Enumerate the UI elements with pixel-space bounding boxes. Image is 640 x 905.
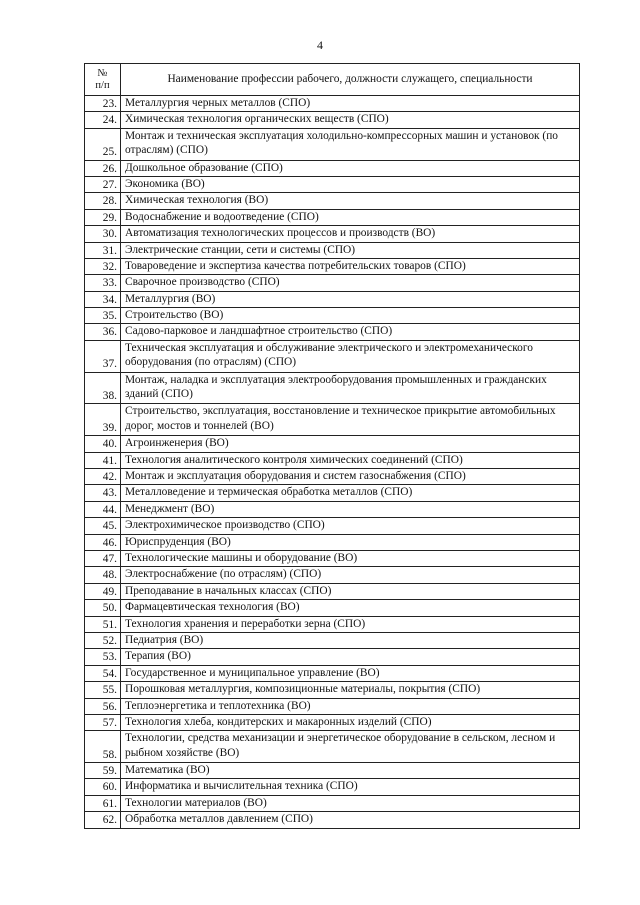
row-specialty-name: Терапия (ВО) <box>121 649 580 665</box>
table-row <box>85 795 580 811</box>
row-number: 54. <box>85 665 121 681</box>
table-row <box>85 324 580 340</box>
column-header-number <box>85 64 121 96</box>
table-row <box>85 682 580 698</box>
row-number: 30. <box>85 226 121 242</box>
table-row <box>85 583 580 599</box>
row-specialty-name: Теплоэнергетика и теплотехника (ВО) <box>121 698 580 714</box>
table-row <box>85 534 580 550</box>
row-number: 29. <box>85 209 121 225</box>
row-number: 55. <box>85 682 121 698</box>
row-specialty-name: Монтаж, наладка и эксплуатация электрооборудования промышленных и гражданских зданий (СПО) <box>121 372 580 404</box>
table-row <box>85 632 580 648</box>
row-specialty-name: Химическая технология органических веществ (СПО) <box>121 112 580 128</box>
row-number: 41. <box>85 452 121 468</box>
row-specialty-name: Обработка металлов давлением (СПО) <box>121 812 580 828</box>
row-number: 53. <box>85 649 121 665</box>
table-row <box>85 436 580 452</box>
row-number: 26. <box>85 160 121 176</box>
table-row <box>85 112 580 128</box>
row-number: 43. <box>85 485 121 501</box>
row-number: 60. <box>85 779 121 795</box>
row-specialty-name: Государственное и муниципальное управление (ВО) <box>121 665 580 681</box>
table-row <box>85 698 580 714</box>
row-specialty-name: Монтаж и техническая эксплуатация холодильно-компрессорных машин и установок (по отраслям) (СПО) <box>121 128 580 160</box>
table-row <box>85 485 580 501</box>
row-number: 24. <box>85 112 121 128</box>
row-specialty-name: Порошковая металлургия, композиционные материалы, покрытия (СПО) <box>121 682 580 698</box>
table-row <box>85 567 580 583</box>
row-specialty-name: Металлургия (ВО) <box>121 291 580 307</box>
table-row <box>85 128 580 160</box>
row-specialty-name: Дошкольное образование (СПО) <box>121 160 580 176</box>
table-row <box>85 372 580 404</box>
row-number: 49. <box>85 583 121 599</box>
table-row <box>85 551 580 567</box>
table-row <box>85 518 580 534</box>
row-specialty-name: Технология хранения и переработки зерна (СПО) <box>121 616 580 632</box>
table-row <box>85 812 580 828</box>
row-specialty-name: Экономика (ВО) <box>121 176 580 192</box>
column-header-name: Наименование профессии рабочего, должности служащего, специальности <box>121 64 580 96</box>
row-specialty-name: Строительство (ВО) <box>121 308 580 324</box>
row-specialty-name: Электрические станции, сети и системы (СПО) <box>121 242 580 258</box>
row-number: 31. <box>85 242 121 258</box>
table-row <box>85 160 580 176</box>
row-specialty-name: Электрохимическое производство (СПО) <box>121 518 580 534</box>
row-number: 48. <box>85 567 121 583</box>
table-row <box>85 242 580 258</box>
row-number: 37. <box>85 340 121 372</box>
table-row <box>85 258 580 274</box>
row-number: 34. <box>85 291 121 307</box>
table-row <box>85 469 580 485</box>
table-header-row <box>85 64 580 96</box>
table-row <box>85 763 580 779</box>
row-number: 62. <box>85 812 121 828</box>
table-row <box>85 209 580 225</box>
table-row <box>85 340 580 372</box>
row-specialty-name: Техническая эксплуатация и обслуживание электрического и электромеханического оборудования (по отраслям) (СПО) <box>121 340 580 372</box>
row-number: 61. <box>85 795 121 811</box>
row-number: 47. <box>85 551 121 567</box>
row-number: 38. <box>85 372 121 404</box>
table-row <box>85 193 580 209</box>
row-number: 35. <box>85 308 121 324</box>
row-specialty-name: Преподавание в начальных классах (СПО) <box>121 583 580 599</box>
row-number: 57. <box>85 714 121 730</box>
page-number: 4 <box>317 38 323 52</box>
row-specialty-name: Технологии, средства механизации и энергетическое оборудование в сельском, лесном и рыбном хозяйстве (ВО) <box>121 731 580 763</box>
column-header-number-abbr: п/п <box>95 79 110 91</box>
row-number: 25. <box>85 128 121 160</box>
row-number: 27. <box>85 176 121 192</box>
row-number: 39. <box>85 404 121 436</box>
table-row <box>85 96 580 112</box>
row-specialty-name: Строительство, эксплуатация, восстановление и техническое прикрытие автомобильных дорог, мостов и тоннелей (ВО) <box>121 404 580 436</box>
row-specialty-name: Монтаж и эксплуатация оборудования и систем газоснабжения (СПО) <box>121 469 580 485</box>
row-specialty-name: Менеджмент (ВО) <box>121 501 580 517</box>
row-number: 44. <box>85 501 121 517</box>
row-number: 32. <box>85 258 121 274</box>
row-specialty-name: Информатика и вычислительная техника (СПО) <box>121 779 580 795</box>
row-number: 42. <box>85 469 121 485</box>
table-row <box>85 779 580 795</box>
row-specialty-name: Электроснабжение (по отраслям) (СПО) <box>121 567 580 583</box>
row-specialty-name: Юриспруденция (ВО) <box>121 534 580 550</box>
table-row <box>85 308 580 324</box>
row-number: 58. <box>85 731 121 763</box>
row-specialty-name: Автоматизация технологических процессов и производств (ВО) <box>121 226 580 242</box>
table-row <box>85 616 580 632</box>
row-specialty-name: Технология аналитического контроля химических соединений (СПО) <box>121 452 580 468</box>
professions-table <box>84 63 580 829</box>
column-header-number-sign: № <box>97 67 108 79</box>
row-specialty-name: Садово-парковое и ландшафтное строительство (СПО) <box>121 324 580 340</box>
row-specialty-name: Технологические машины и оборудование (ВО) <box>121 551 580 567</box>
row-specialty-name: Водоснабжение и водоотведение (СПО) <box>121 209 580 225</box>
row-specialty-name: Фармацевтическая технология (ВО) <box>121 600 580 616</box>
row-specialty-name: Математика (ВО) <box>121 763 580 779</box>
row-number: 50. <box>85 600 121 616</box>
row-number: 45. <box>85 518 121 534</box>
row-specialty-name: Агроинженерия (ВО) <box>121 436 580 452</box>
row-number: 40. <box>85 436 121 452</box>
row-number: 56. <box>85 698 121 714</box>
table-row <box>85 731 580 763</box>
row-number: 36. <box>85 324 121 340</box>
table-row <box>85 291 580 307</box>
row-specialty-name: Товароведение и экспертиза качества потребительских товаров (СПО) <box>121 258 580 274</box>
row-number: 28. <box>85 193 121 209</box>
row-number: 59. <box>85 763 121 779</box>
table-row <box>85 275 580 291</box>
table-row <box>85 600 580 616</box>
row-specialty-name: Технология хлеба, кондитерских и макаронных изделий (СПО) <box>121 714 580 730</box>
row-number: 23. <box>85 96 121 112</box>
row-number: 52. <box>85 632 121 648</box>
table-row <box>85 226 580 242</box>
table-row <box>85 176 580 192</box>
row-specialty-name: Технологии материалов (ВО) <box>121 795 580 811</box>
table-row <box>85 665 580 681</box>
table-row <box>85 501 580 517</box>
row-number: 51. <box>85 616 121 632</box>
table-row <box>85 452 580 468</box>
row-number: 46. <box>85 534 121 550</box>
row-specialty-name: Металловедение и термическая обработка металлов (СПО) <box>121 485 580 501</box>
row-specialty-name: Педиатрия (ВО) <box>121 632 580 648</box>
table-row <box>85 649 580 665</box>
row-specialty-name: Химическая технология (ВО) <box>121 193 580 209</box>
row-number: 33. <box>85 275 121 291</box>
table-body <box>85 96 580 829</box>
row-specialty-name: Металлургия черных металлов (СПО) <box>121 96 580 112</box>
table-row <box>85 714 580 730</box>
row-specialty-name: Сварочное производство (СПО) <box>121 275 580 291</box>
table-row <box>85 404 580 436</box>
